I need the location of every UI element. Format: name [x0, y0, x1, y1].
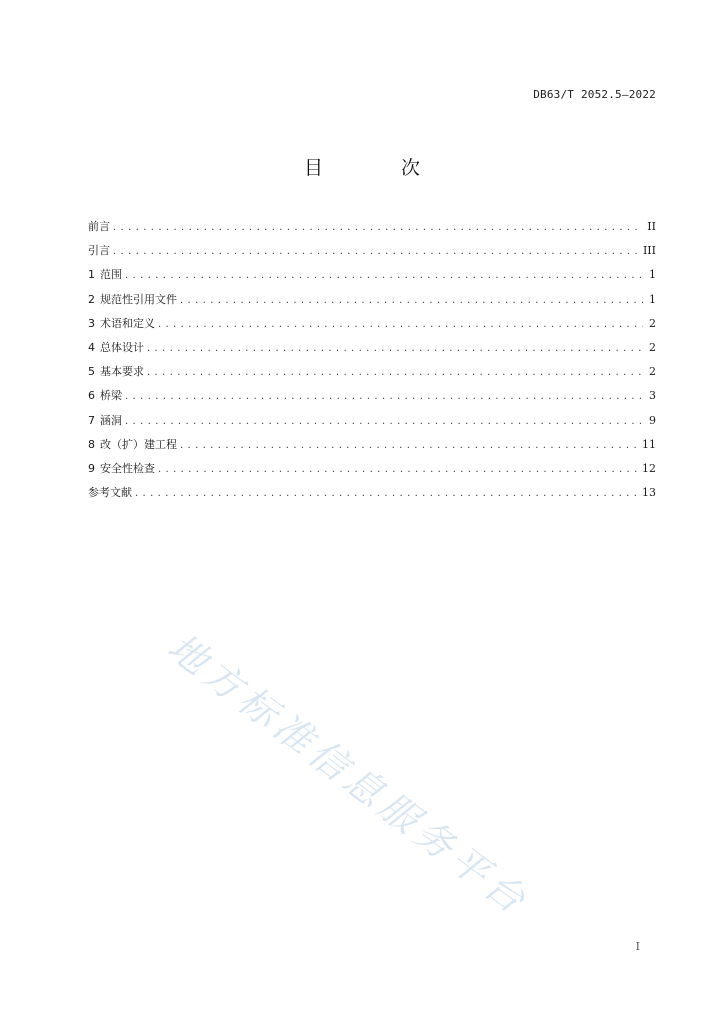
toc-leader-dots [125, 416, 643, 427]
toc-entry-terms-definitions[interactable] [88, 315, 656, 339]
toc-page-number: 1 [649, 268, 656, 282]
toc-label: 参考文献 [88, 486, 132, 500]
toc-page-number: 2 [649, 316, 656, 330]
toc-label: 术语和定义 [100, 316, 155, 330]
toc-page-number: 2 [649, 365, 656, 379]
toc-entry-foreword[interactable] [88, 218, 656, 242]
toc-entry-scope[interactable] [88, 266, 656, 290]
toc-label: 引言 [88, 244, 110, 258]
table-of-contents [88, 218, 656, 508]
toc-leader-dots [158, 319, 643, 330]
toc-entry-overall-design[interactable] [88, 339, 656, 363]
toc-label: 范围 [100, 268, 122, 282]
toc-section-number: 3 [88, 316, 95, 330]
toc-label: 规范性引用文件 [100, 292, 177, 306]
toc-section-number: 4 [88, 340, 95, 354]
toc-section-number: 7 [88, 413, 95, 427]
toc-leader-dots [180, 440, 639, 451]
toc-leader-dots [113, 222, 643, 233]
toc-page-number: 2 [649, 340, 656, 354]
toc-page-number: 1 [649, 292, 656, 306]
toc-page-number: II [647, 220, 656, 233]
toc-section-number: 2 [88, 292, 95, 306]
toc-entry-reconstruction[interactable] [88, 436, 656, 460]
toc-section-number: 8 [88, 437, 95, 451]
toc-entry-basic-requirements[interactable] [88, 363, 656, 387]
footer-page-number: I [635, 940, 640, 953]
toc-label: 安全性检查 [100, 461, 155, 475]
toc-page-number: 9 [649, 413, 656, 427]
watermark-text: 地方标准信息服务平台 [159, 624, 538, 925]
toc-leader-dots [135, 488, 639, 499]
toc-entry-introduction[interactable] [88, 242, 656, 266]
toc-label: 前言 [88, 220, 110, 233]
toc-page-number: 12 [642, 461, 656, 475]
toc-section-number: 5 [88, 365, 95, 379]
toc-label: 改（扩）建工程 [100, 437, 177, 451]
toc-label: 总体设计 [100, 340, 144, 354]
toc-entry-culverts[interactable] [88, 412, 656, 436]
toc-leader-dots [180, 295, 643, 306]
toc-entry-safety-inspection[interactable] [88, 460, 656, 484]
toc-leader-dots [125, 270, 643, 281]
toc-leader-dots [125, 391, 643, 402]
toc-page-number: III [642, 244, 656, 258]
toc-entry-bibliography[interactable] [88, 484, 656, 508]
page-title: 目 次 [303, 157, 457, 179]
toc-leader-dots [158, 464, 639, 475]
toc-page-number: 13 [642, 486, 656, 500]
toc-section-number: 6 [88, 389, 95, 403]
toc-page-number: 11 [642, 437, 656, 451]
toc-section-number: 9 [88, 461, 95, 475]
toc-label: 基本要求 [100, 365, 144, 379]
toc-leader-dots [113, 246, 640, 257]
toc-leader-dots [147, 343, 643, 354]
toc-label: 桥梁 [100, 389, 122, 403]
toc-section-number: 1 [88, 268, 95, 282]
toc-page-number: 3 [649, 389, 656, 403]
document-code: DB63/T 2052.5—2022 [533, 88, 656, 101]
toc-label: 涵洞 [100, 413, 122, 427]
toc-entry-normative-references[interactable] [88, 291, 656, 315]
toc-leader-dots [147, 367, 643, 378]
toc-entry-bridges[interactable] [88, 387, 656, 411]
